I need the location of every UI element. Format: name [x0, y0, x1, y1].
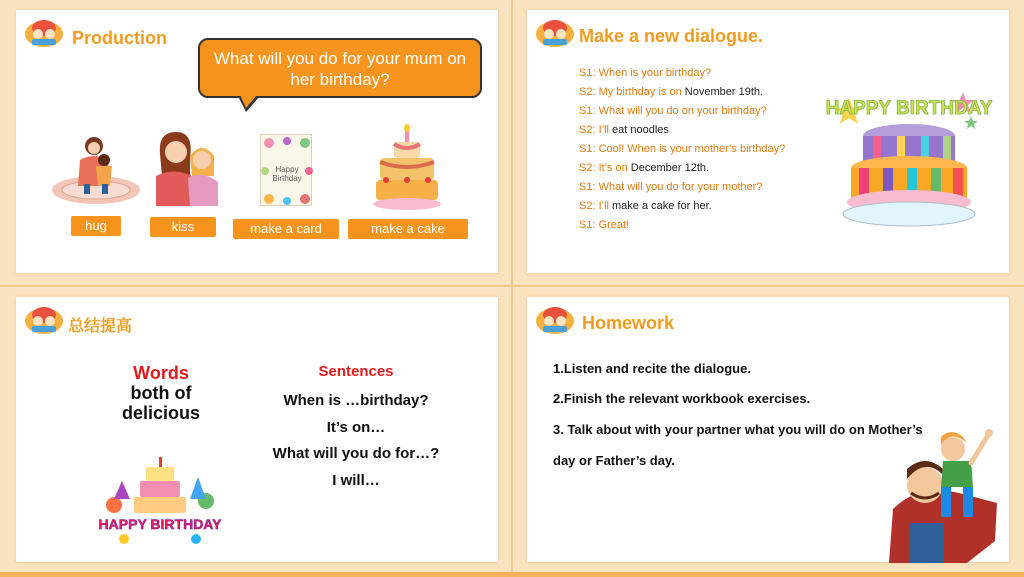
- homework-slide: [527, 297, 1009, 562]
- bottom-strip: [0, 572, 1024, 577]
- dialogue-line: S1: Great!: [579, 219, 630, 231]
- dialogue-line: S1: When is your birthday?: [579, 67, 712, 79]
- kids-logo-icon: [24, 16, 64, 48]
- happy-birthday-text: HAPPY BIRTHDAY: [98, 516, 222, 532]
- card-text: Happy Birthday: [272, 165, 302, 183]
- kids-logo-icon: [24, 303, 64, 335]
- activity-label-card: make a card: [233, 219, 339, 239]
- horizontal-divider: [0, 285, 1024, 287]
- dialogue-line: S1: What will you do on your birthday?: [579, 105, 767, 117]
- cake-topper-text: HAPPY BIRTHDAY: [825, 98, 993, 119]
- panel-title: Homework: [582, 313, 675, 333]
- hug-illustration: [50, 130, 142, 208]
- sentence-item: I will…: [332, 472, 380, 489]
- activity-label-kiss: kiss: [150, 217, 216, 237]
- dialogue-line: S1: What will you do for your mother?: [579, 181, 763, 193]
- panel-title: 总结提高: [68, 316, 133, 335]
- sentence-item: It’s on…: [326, 419, 386, 436]
- words-heading: Words: [133, 363, 189, 383]
- panel-title: Production: [72, 28, 167, 48]
- happy-birthday-image: [98, 455, 222, 547]
- sentence-item: When is …birthday?: [283, 392, 429, 409]
- cake-illustration: [372, 124, 442, 214]
- kiss-illustration: [150, 126, 222, 208]
- homework-item: 3. Talk about with your partner what you will do on Mother’s: [553, 422, 923, 437]
- homework-item: 1.Listen and recite the dialogue.: [553, 361, 751, 376]
- summary-slide: [16, 297, 498, 562]
- activity-label-cake: make a cake: [348, 219, 468, 239]
- dialogue-line: S2: It’s on December 12th.: [579, 162, 710, 174]
- dialogue-line: S2: I’ll make a cake for her.: [579, 200, 712, 212]
- word-item: delicious: [121, 403, 201, 423]
- kids-logo-icon: [535, 303, 575, 335]
- production-slide: [16, 10, 498, 273]
- sentences-heading: Sentences: [318, 363, 394, 380]
- birthday-card-image: [260, 134, 312, 206]
- dialogue-line: S1: Cool! When is your mother’s birthday?: [579, 143, 786, 155]
- sentence-item: What will you do for…?: [272, 445, 440, 462]
- homework-item: 2.Finish the relevant workbook exercises.: [553, 391, 811, 406]
- dialogue-line: S2: I’ll eat noodles: [579, 124, 669, 136]
- dialogue-line: S2: My birthday is on November 19th.: [579, 86, 764, 98]
- birthday-cake-image: [825, 84, 993, 232]
- father-child-illustration: [879, 413, 1003, 563]
- vertical-divider: [511, 0, 513, 577]
- panel-title: Make a new dialogue.: [579, 26, 764, 46]
- question-bubble: What will you do for your mum on her birthday?: [198, 38, 482, 98]
- activity-label-hug: hug: [71, 216, 121, 236]
- word-item: both of: [130, 383, 192, 403]
- dialogue-slide: [527, 10, 1009, 273]
- kids-logo-icon: [535, 16, 575, 48]
- homework-item: day or Father’s day.: [553, 453, 675, 468]
